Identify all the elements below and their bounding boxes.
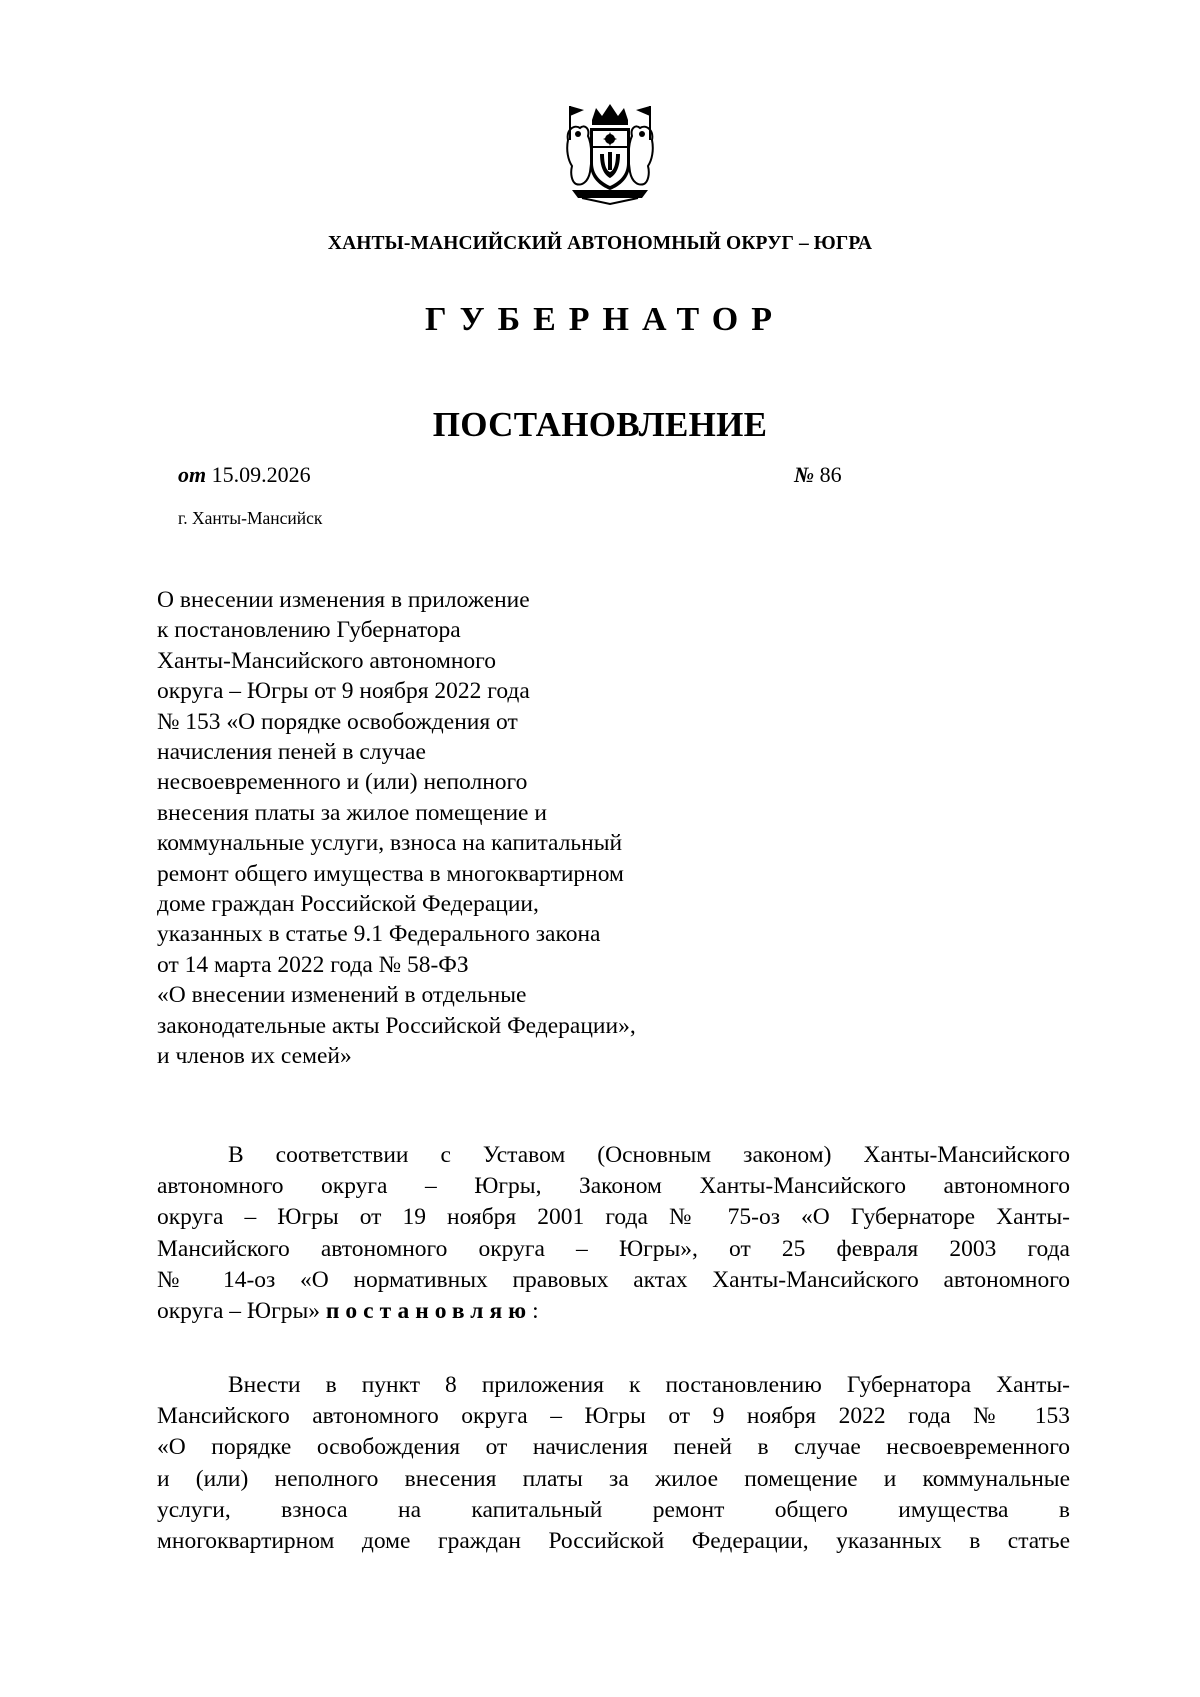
document-city: г. Ханты-Мансийск [178, 508, 323, 528]
paragraph-line: округа – Югры от 19 ноября 2001 года № 75-оз «О Губернаторе Ханты- [157, 1204, 1070, 1231]
subject-line: коммунальные услуги, взноса на капитальный [157, 830, 623, 857]
governor-title: ГУБЕРНАТОР [425, 301, 785, 338]
paragraph-line: Мансийского автономного округа – Югры от 9 ноября 2022 года № 153 [157, 1403, 1070, 1430]
subject-line: внесения платы за жилое помещение и [157, 799, 547, 826]
subject-line: несвоевременного и (или) неполного [157, 769, 528, 796]
coat-of-arms-icon [562, 100, 658, 206]
subject-line: от 14 марта 2022 года № 58-ФЗ [157, 951, 469, 978]
subject-line: округа – Югры от 9 ноября 2022 года [157, 678, 530, 705]
subject-line: начисления пеней в случае [157, 739, 426, 766]
subject-line: указанных в статье 9.1 Федерального закона [157, 921, 601, 948]
subject-line: «О внесении изменений в отдельные [157, 982, 527, 1009]
date-value: 15.09.2026 [211, 462, 311, 487]
subject-line: доме граждан Российской Федерации, [157, 891, 539, 918]
document-type-title: ПОСТАНОВЛЕНИЕ [432, 405, 768, 444]
paragraph-line-text: округа – Югры» [157, 1298, 321, 1325]
paragraph-line: Мансийского автономного округа – Югры», от 25 февраля 2003 года [157, 1235, 1070, 1262]
subject-line: к постановлению Губернатора [157, 617, 461, 644]
paragraph-line: В соответствии с Уставом (Основным законом) Ханты-Мансийского [228, 1142, 1070, 1168]
paragraph-line: автономного округа – Югры, Законом Ханты-Мансийского автономного [157, 1173, 1070, 1200]
decree-word-ending: : [532, 1298, 539, 1325]
paragraph-line: Внести в пункт 8 приложения к постановлению Губернатора Ханты- [228, 1372, 1070, 1398]
paragraph-line: и (или) неполного внесения платы за жилое помещение и коммунальные [157, 1465, 1070, 1492]
document-number [794, 462, 842, 488]
subject-line: и членов их семей» [157, 1043, 352, 1070]
subject-line: Ханты-Мансийского автономного [157, 647, 496, 674]
paragraph-line: многоквартирном доме граждан Российской Федерации, указанных в статье [157, 1528, 1070, 1555]
subject-line: № 153 «О порядке освобождения от [157, 708, 518, 735]
paragraph-line: услуги, взноса на капитальный ремонт общего имущества в [157, 1496, 1070, 1523]
operative-paragraph [157, 1370, 1070, 1557]
number-value: 86 [819, 462, 842, 487]
number-prefix: № [794, 462, 815, 487]
decree-word: постановляю [325, 1298, 533, 1325]
document-subject [157, 585, 767, 1072]
paragraph-line: № 14-оз «О нормативных правовых актах Ханты-Мансийского автономного [157, 1266, 1070, 1293]
preamble-paragraph [157, 1140, 1070, 1327]
subject-line: законодательные акты Российской Федерации», [157, 1012, 636, 1039]
paragraph-line: «О порядке освобождения от начисления пеней в случае несвоевременного [157, 1434, 1070, 1461]
date-prefix: от [178, 462, 207, 487]
subject-line: О внесении изменения в приложение [157, 587, 530, 613]
subject-line: ремонт общего имущества в многоквартирном [157, 860, 624, 887]
paragraph-line [157, 1296, 1070, 1327]
document-date [178, 462, 311, 488]
region-name: ХАНТЫ-МАНСИЙСКИЙ АВТОНОМНЫЙ ОКРУГ – ЮГРА [327, 233, 873, 254]
